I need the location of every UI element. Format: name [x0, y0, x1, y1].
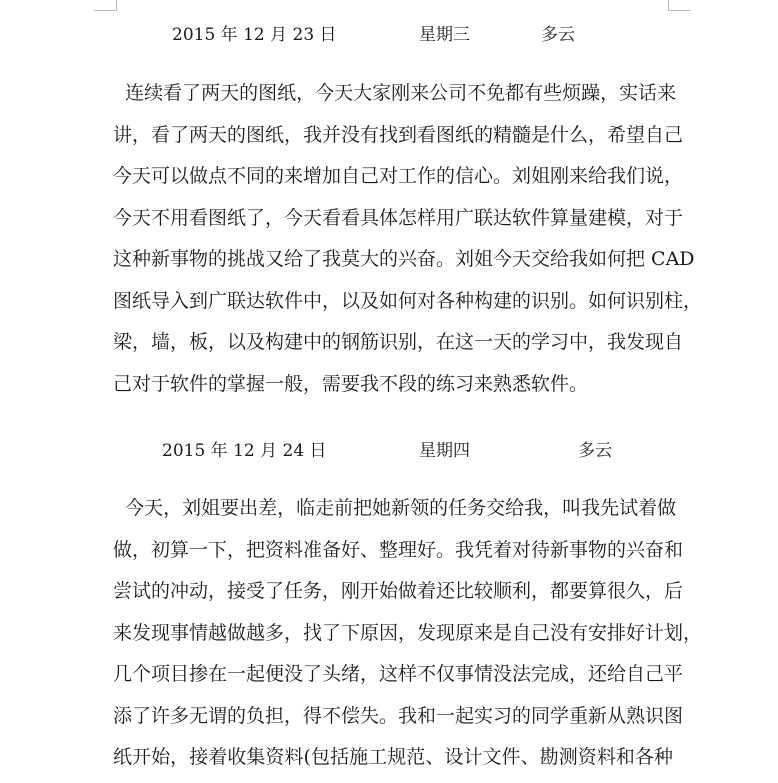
entry-header — [0, 20, 778, 44]
text-line: 尝试的冲动，接受了任务，刚开始做着还比较顺利，都要算很久，后 — [113, 580, 684, 602]
entry-date: 2015 年 12 月 23 日 — [172, 25, 337, 45]
crop-mark-top-left — [94, 0, 117, 11]
entry-body — [113, 488, 703, 779]
text-line: 做，初算一下，把资料准备好、整理好。我凭着对待新事物的兴奋和 — [113, 538, 684, 561]
entry-weekday: 星期三 — [419, 25, 470, 45]
text-line: 今天不用看图纸了，今天看看具体怎样用广联达软件算量建模，对于 — [113, 206, 684, 229]
text-line: 图纸导入到广联达软件中，以及如何对各种构建的识别。如何识别柱， — [113, 289, 703, 312]
entry-weather: 多云 — [578, 441, 612, 461]
text-line: 纸开始，接着收集资料(包括施工规范、设计文件、勘测资料和各种 — [113, 746, 673, 768]
text-line: 讲，看了两天的图纸，我并没有找到看图纸的精髓是什么，希望自己 — [113, 123, 684, 146]
text-line: 今天可以做点不同的来增加自己对工作的信心。刘姐刚来给我们说， — [113, 165, 684, 187]
entry-weather: 多云 — [541, 25, 575, 45]
text-line: 己对于软件的掌握一般，需要我不段的练习来熟悉软件。 — [113, 372, 589, 395]
text-line: 几个项目掺在一起便没了头绪，这样不仅事情没法完成，还给自己平 — [113, 663, 684, 685]
text-line: 今天，刘姐要出差，临走前把她新领的任务交给我，叫我先试着做 — [113, 497, 677, 519]
entry-date: 2015 年 12 月 24 日 — [162, 441, 327, 461]
entry-body — [113, 73, 703, 405]
crop-mark-top-right — [668, 0, 691, 11]
entry-header — [0, 436, 778, 460]
text-line: 来发现事情越做越多，找了下原因，发现原来是自己没有安排好计划， — [113, 621, 703, 644]
text-line: 添了许多无谓的负担，得不偿失。我和一起实习的同学重新从熟识图 — [113, 704, 684, 727]
text-line: 这种新事物的挑战又给了我莫大的兴奋。刘姐今天交给我如何把 CAD — [113, 248, 695, 270]
text-line: 梁，墙，板，以及构建中的钢筋识别，在这一天的学习中，我发现自 — [113, 331, 684, 353]
entry-weekday: 星期四 — [419, 441, 470, 461]
text-line: 连续看了两天的图纸，今天大家刚来公司不免都有些烦躁，实话来 — [113, 82, 677, 104]
